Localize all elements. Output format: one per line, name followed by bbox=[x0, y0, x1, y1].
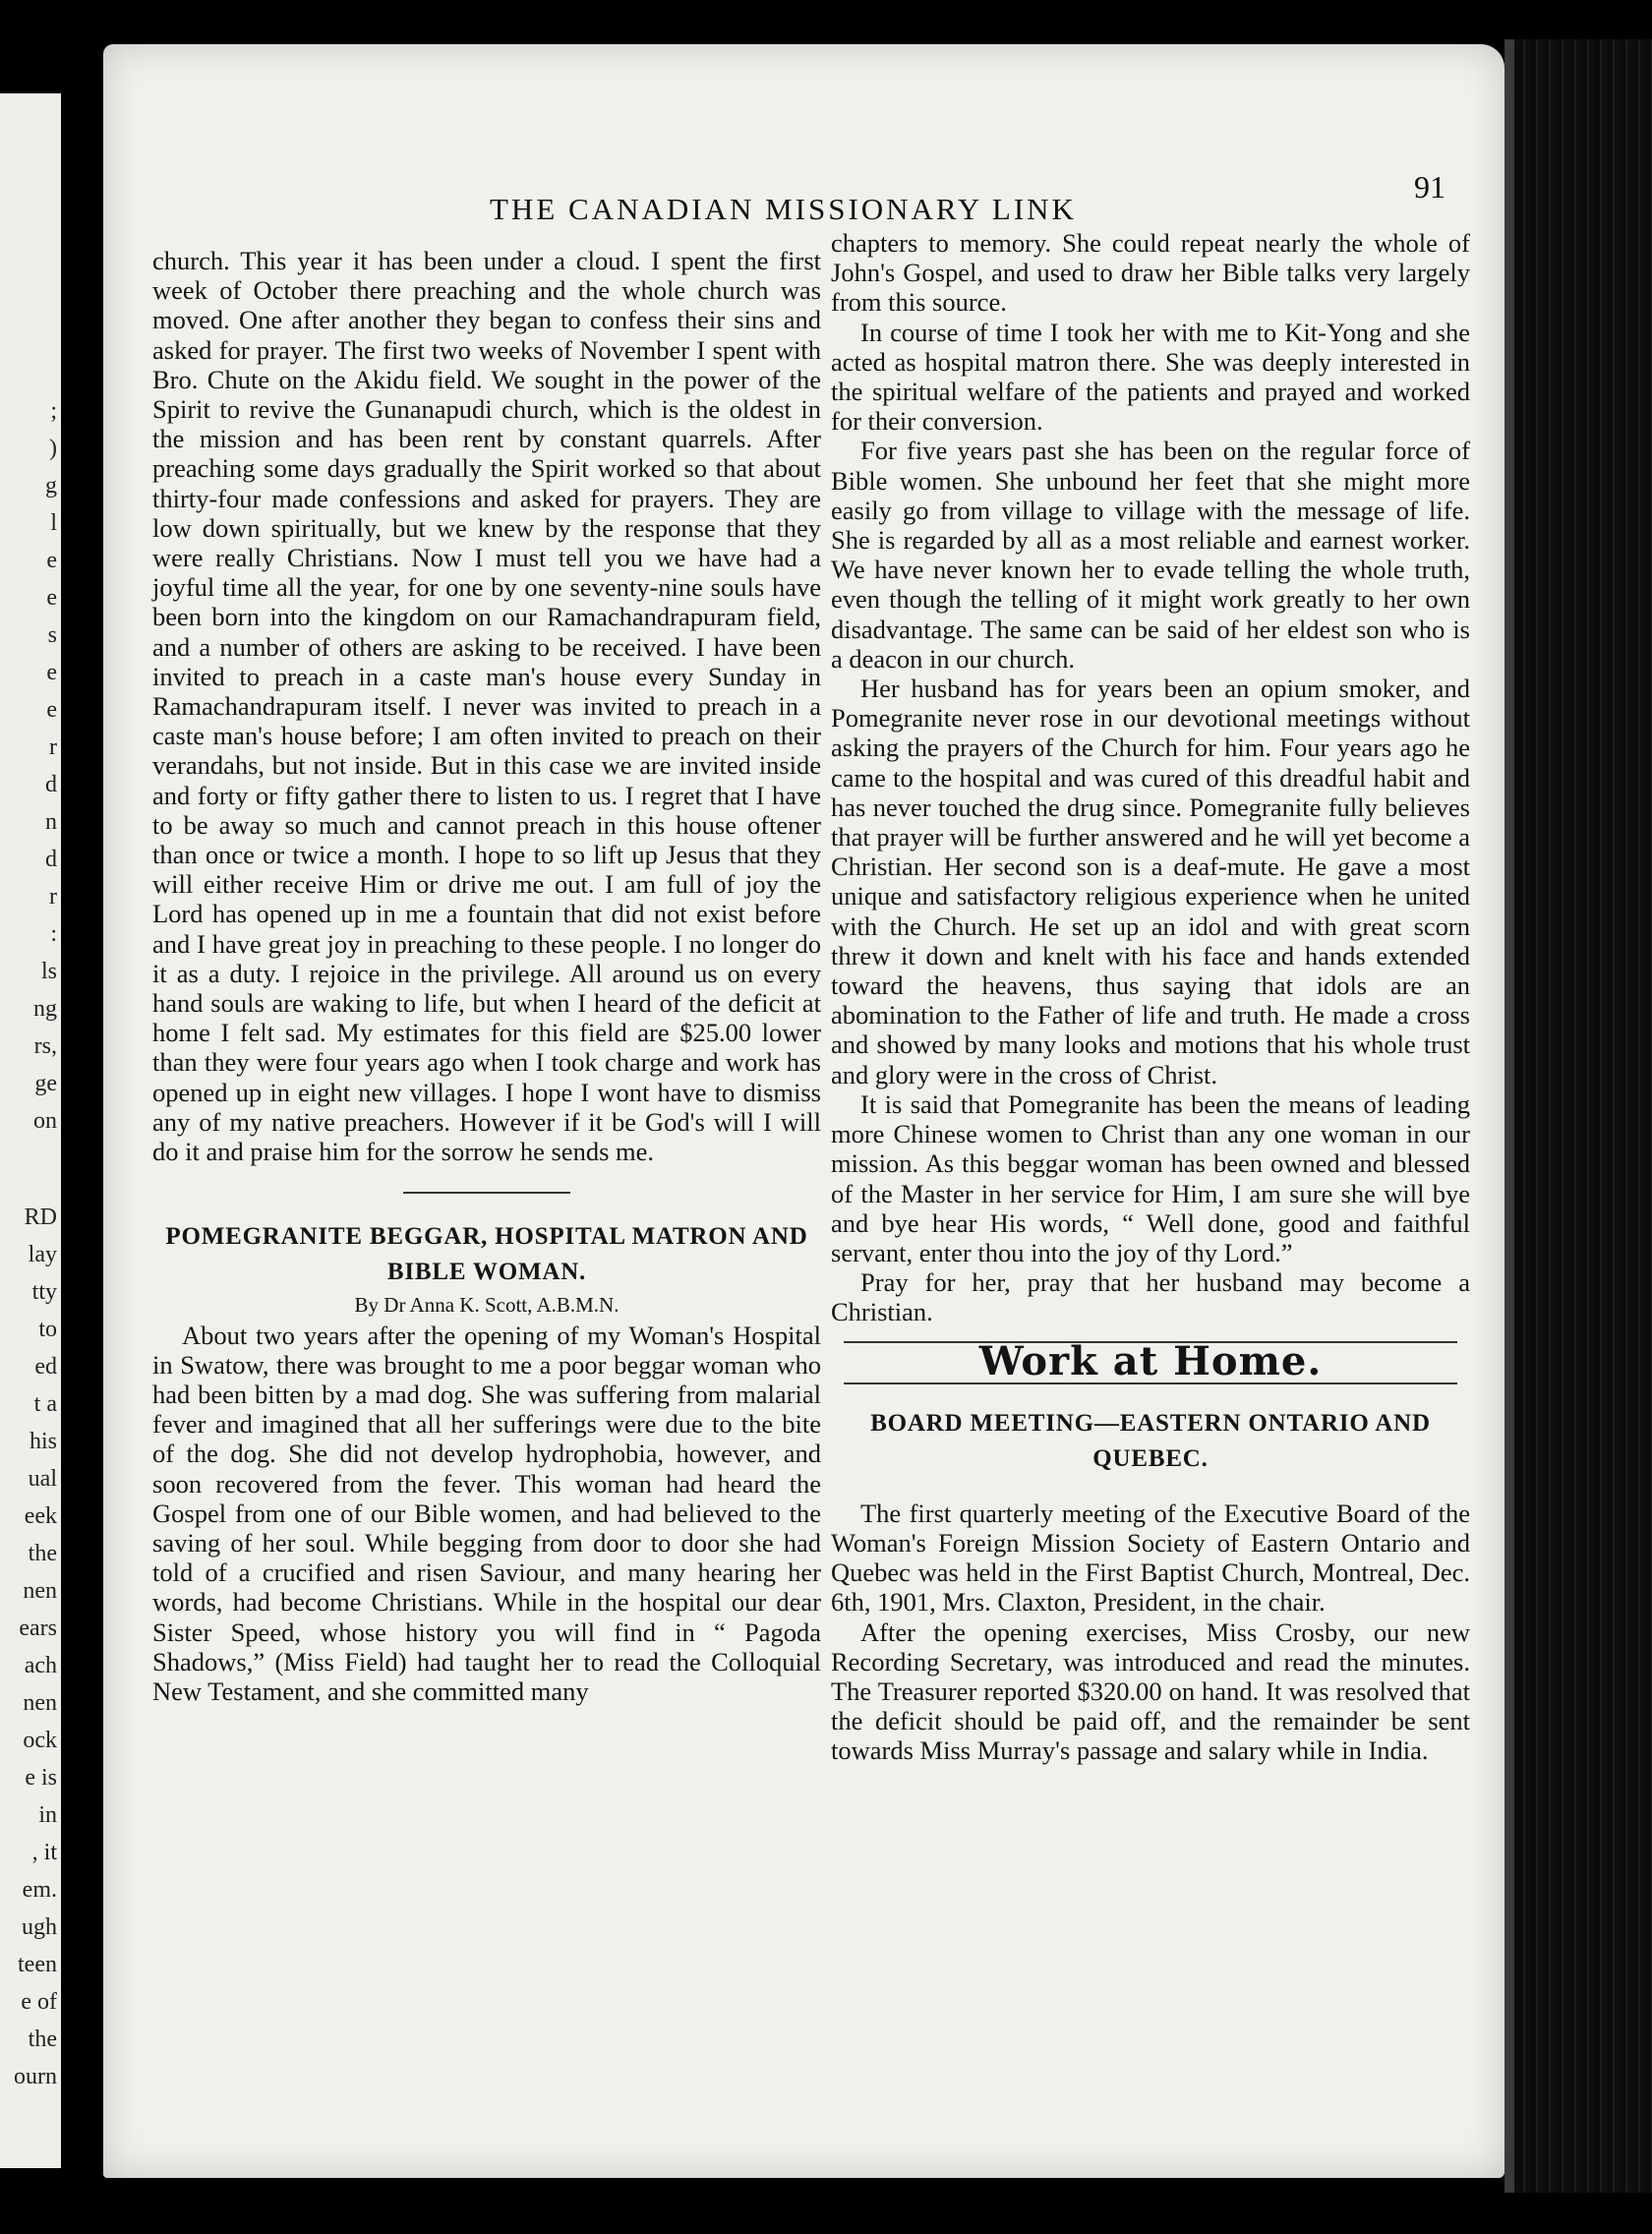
body-paragraph: chapters to memory. She could repeat nearly the whole of John's Gospel, and used to draw her Bible talks very largely from this source. bbox=[831, 228, 1470, 318]
facing-page-fragment: ed bbox=[34, 1354, 57, 1380]
facing-page-fragment: ugh bbox=[22, 1914, 57, 1940]
running-head: THE CANADIAN MISSIONARY LINK bbox=[490, 192, 1077, 226]
facing-page-fragment: t a bbox=[33, 1391, 57, 1417]
page-number: 91 bbox=[1414, 169, 1446, 205]
section-divider bbox=[403, 1192, 570, 1194]
facing-page-fragment: d bbox=[45, 847, 57, 872]
facing-page-fragment: ears bbox=[19, 1616, 57, 1641]
facing-page-fragment: r bbox=[49, 735, 57, 760]
body-paragraph: In course of time I took her with me to Kit-Yong and she acted as hospital matron there. She was deeply interested in the spiritual welfare of the patients and prayed and worked for their conversion. bbox=[831, 317, 1470, 437]
facing-page-fragment: RD bbox=[24, 1205, 57, 1230]
facing-page-fragment: nen bbox=[23, 1690, 57, 1716]
facing-page-fragment: to bbox=[38, 1317, 57, 1342]
facing-page-fragment: his bbox=[29, 1429, 57, 1454]
facing-page-fragment: e bbox=[46, 697, 57, 723]
body-paragraph: It is said that Pomegranite has been the means of leading more Chinese women to Christ than any one woman in our mission. As this beggar woman has been owned and blessed of the Master in her service for Him, I am sure she will bye and bye hear His words, “ Well done, good and faithful servant, enter thou into the joy of thy Lord.” bbox=[831, 1088, 1470, 1267]
facing-page-fragment: n bbox=[45, 809, 57, 835]
facing-page-fragment: rs, bbox=[33, 1033, 57, 1059]
facing-page-fragment: e is bbox=[25, 1765, 57, 1791]
facing-page-fragment: teen bbox=[18, 1952, 57, 1977]
facing-page-fragment: tty bbox=[31, 1279, 57, 1305]
facing-page-fragment: ge bbox=[34, 1071, 57, 1096]
body-paragraph: church. This year it has been under a cloud. I spent the first week of October there preaching and the whole church was moved. One after another they began to confess their sins and asked for prayer. The first two weeks of November I spent with Bro. Chute on the Akidu field. We sought in the power of the Spirit to revive the Gunanapudi church, which is the oldest in the mission and has been rent by constant quarrels. After preaching some days gradually the Spirit worked so that about thirty-four made confessions and asked for prayers. They are low down spiritually, but we knew by the response that they were really Christians. Now I must tell you we have had a joyful time all the year, for one by one seventy-nine souls have been born into the kingdom on our Ramachandrapuram field, and a number of others are asking to be received. I have been invited to preach in a caste man's house every Sunday in Ramachandrapuram itself. I never was invited to preach in a caste man's house before; I am often invited to preach on their verandahs, but not inside. But in this case we are invited inside and forty or fifty gather there to listen to us. I regret that I have to be away so much and cannot preach in this house oftener than once or twice a month. I hope to so lift up Jesus that they will either receive Him or drive me out. I am full of joy the Lord has opened up in me a fountain that did not exist before and I have great joy in preaching to these people. I no longer do it as a duty. I rejoice in the privilege. All around us on every hand souls are waking to life, but when I heard of the deficit at home I felt sad. My estimates for this field are $25.00 lower than they were four years ago when I took charge and work has opened up in eight new villages. I hope I wont have to dismiss any of my native preachers. However if it be God's will I will do it and praise him for the sorrow he sends me. bbox=[152, 246, 821, 1167]
left-column bbox=[152, 246, 821, 1706]
facing-page-fragment: on bbox=[33, 1108, 57, 1134]
facing-page-fragment: , it bbox=[31, 1840, 57, 1865]
article-byline: By Dr Anna K. Scott, A.B.M.N. bbox=[354, 1293, 620, 1318]
facing-page-fragment: : bbox=[50, 921, 57, 947]
section-title: Work at Home. bbox=[978, 1337, 1323, 1384]
facing-page-fragment: the bbox=[28, 2027, 57, 2052]
facing-page-fragment: ourn bbox=[14, 2064, 57, 2089]
facing-page-fragment: d bbox=[45, 772, 57, 797]
facing-page-fragment: the bbox=[28, 1541, 57, 1566]
facing-page-fragment: g bbox=[45, 473, 57, 499]
facing-page-fragment: r bbox=[49, 884, 57, 910]
facing-page-fragment: nen bbox=[23, 1578, 57, 1604]
book-fore-edge bbox=[1504, 39, 1652, 2193]
article-heading: POMEGRANITE BEGGAR, HOSPITAL MATRON AND BIBLE WOMAN. bbox=[165, 1223, 808, 1286]
facing-page-fragment: in bbox=[38, 1802, 57, 1828]
body-paragraph: The first quarterly meeting of the Executive Board of the Woman's Foreign Mission Society of Eastern Ontario and Quebec was held in the First Baptist Church, Montreal, Dec. 6th, 1901, Mrs. Claxton, President, in the chair. bbox=[831, 1498, 1470, 1617]
facing-page-fragment: ls bbox=[40, 959, 57, 984]
body-paragraph: Her husband has for years been an opium smoker, and Pomegranite never rose in our devotional meetings without asking the prayers of the Church for him. Four years ago he came to the hospital and was cured of this dreadful habit and has never touched the drug since. Pomegranite fully believes that prayer will be further answered and he will yet become a Christian. Her second son is a deaf-mute. He gave a most unique and satisfactory religious experience when he united with the Church. He set up an idol and with great scorn threw it down and knelt with his face and hands extended toward the heavens, thus saying that idols are an abomination to the Father of life and truth. He made a cross and showed by many looks and motions that his whole trust and glory were in the cross of Christ. bbox=[831, 674, 1470, 1089]
facing-page-fragment: ; bbox=[50, 398, 57, 424]
facing-page-fragment: ock bbox=[23, 1728, 57, 1753]
facing-page-fragment: ng bbox=[33, 996, 57, 1022]
body-paragraph: About two years after the opening of my Woman's Hospital in Swatow, there was brought to me a poor beggar woman who had been bitten by a mad dog. She was suffering from malarial fever and imagined that all her sufferings were due to the bite of the dog. She did not develop hydrophobia, however, and soon recovered from the fever. This woman had heard the Gospel from one of our Bible women, and had believed to the saving of her soul. While begging from door to door she had told of a crucified and risen Saviour, and many hearing her words, had become Christians. While in the hospital our dear Sister Speed, whose history you will find in “ Pagoda Shadows,” (Miss Field) had taught her to read the Colloquial New Testament, and she committed many bbox=[152, 1320, 821, 1706]
facing-page-fragment: ) bbox=[49, 436, 57, 461]
facing-page-fragment: e bbox=[46, 585, 57, 611]
body-paragraph: After the opening exercises, Miss Crosby, our new Recording Secretary, was introduced and read the minutes. The Treasurer reported $320.00 on hand. It was resolved that the deficit should be paid off, and the remainder be sent towards Miss Murray's passage and salary while in India. bbox=[831, 1617, 1470, 1766]
facing-page-edge bbox=[0, 93, 61, 2168]
facing-page-fragment: e bbox=[46, 660, 57, 685]
facing-page-fragment: e bbox=[46, 548, 57, 573]
facing-page-fragment: ual bbox=[28, 1466, 57, 1492]
facing-page-fragment: eek bbox=[24, 1503, 57, 1529]
body-paragraph: Pray for her, pray that her husband may become a Christian. bbox=[831, 1267, 1470, 1327]
board-meeting-heading: BOARD MEETING—EASTERN ONTARIO AND QUEBEC. bbox=[870, 1409, 1431, 1472]
facing-page-fragment: s bbox=[47, 622, 57, 648]
right-column bbox=[831, 228, 1470, 1766]
facing-page-fragment: em. bbox=[22, 1877, 57, 1903]
body-paragraph: For five years past she has been on the regular force of Bible women. She unbound her feet that she might more easily go from village to village with the message of life. She is regarded by all as a most reliable and earnest worker. We have never known her to evade telling the whole truth, even though the telling of it might work greatly to her own disadvantage. The same can be said of her eldest son who is a deacon in our church. bbox=[831, 436, 1470, 674]
facing-page-fragment: lay bbox=[28, 1242, 57, 1267]
facing-page-fragment: ach bbox=[24, 1653, 57, 1678]
facing-page-fragment: e of bbox=[21, 1989, 57, 2015]
facing-page-fragment: l bbox=[50, 510, 57, 536]
